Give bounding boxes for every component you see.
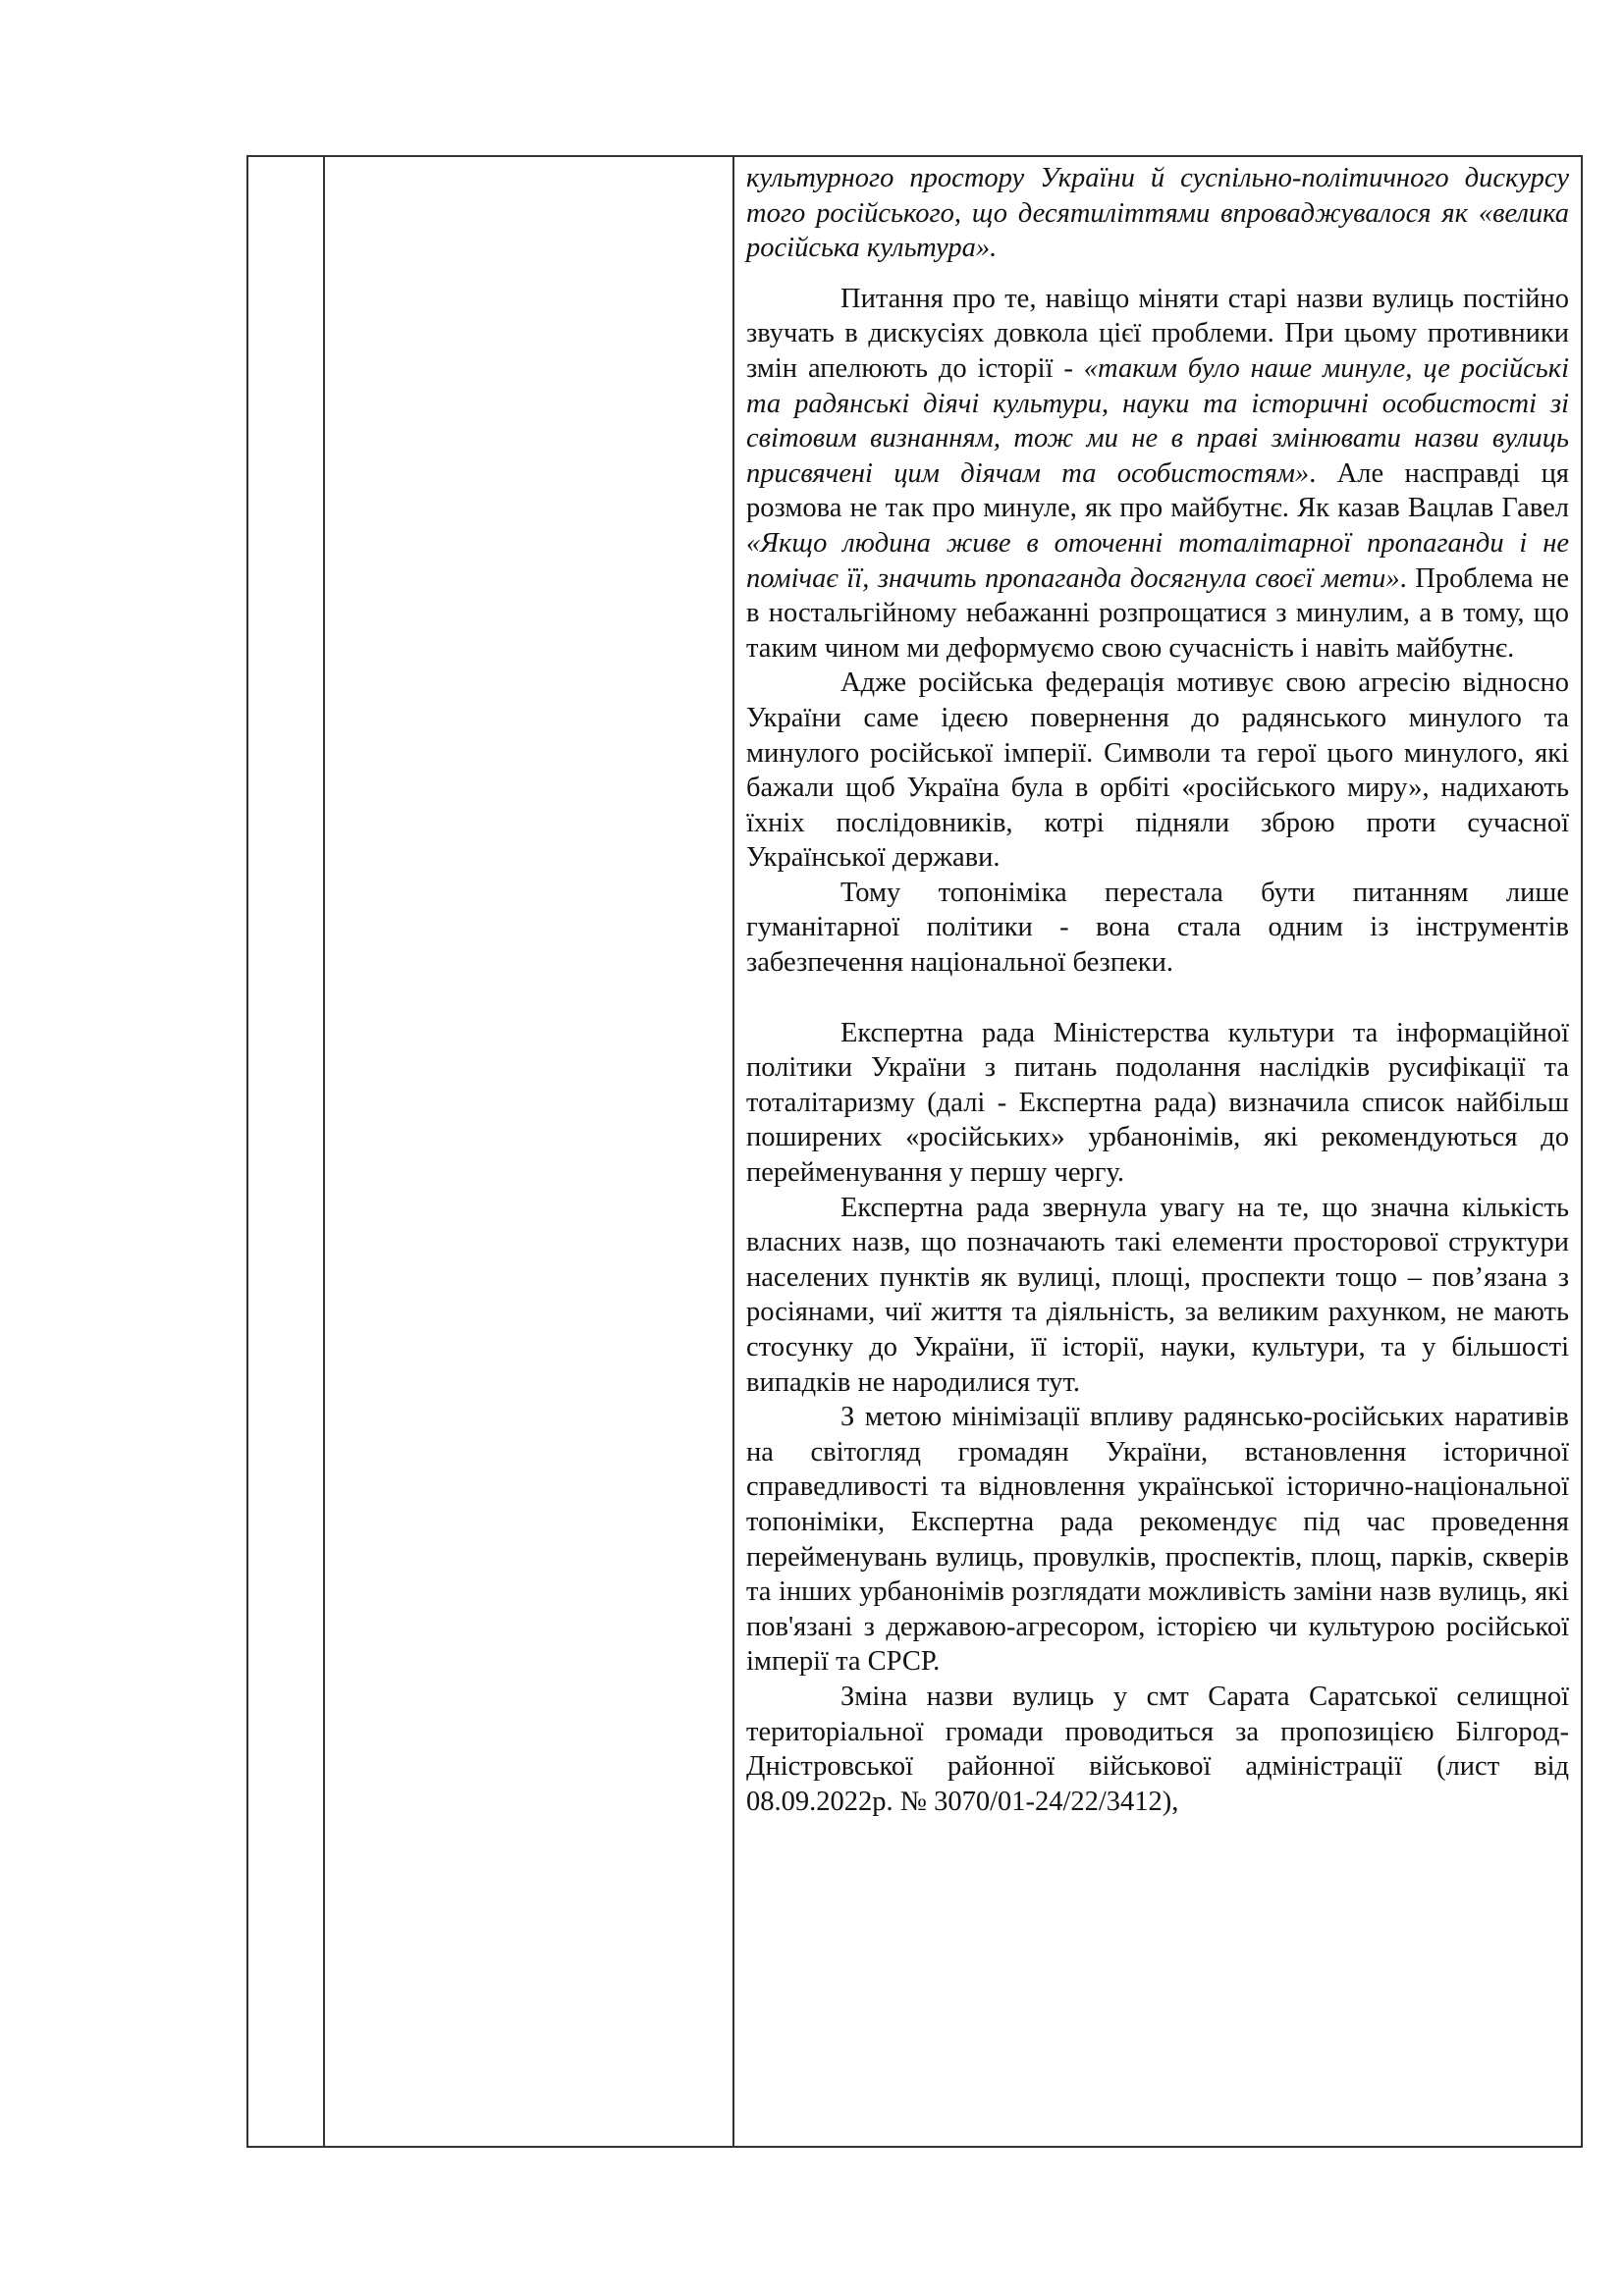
table-cell-content <box>734 157 1581 2146</box>
paragraph-expert-council: Експертна рада Міністерства культури та інформаційної політики України з питань подолання наслідків русифікації та тоталітаризму (далі - Експертна рада) визначила список найбільш поширених «російських» урбанонімів, які рекомендуються до перейменування у першу чергу. <box>746 1017 1569 1189</box>
paragraph-aggression: Адже російська федерація мотивує свою агресію відносно України саме ідеєю повернення до радянського минулого та минулого російської імперії. Символи та герої цього минулого, які бажали щоб Україна була в орбіті «російського миру», надихають їхніх послідовників, котрі підняли зброю проти сучасної Української держави. <box>746 667 1569 874</box>
paragraph-recommendation: З метою мінімізації впливу радянсько-російських наративів на світогляд громадян України, встановлення історичної справедливості та відновлення української історично-національної топоніміки, Експертна рада рекомендує під час проведення перейменувань вулиць, провулків, проспектів, площ, парків, скверів та інших урбанонімів розглядати можливість заміни назв вулиць, які пов'язані з державою-агресором, історією чи культурою російської імперії та СРСР. <box>746 1402 1569 1678</box>
text-span: . Проблема не в ностальгійному небажанні розпрощатися з минулим, а в тому, що таким чином ми деформуємо свою сучасність і навіть майбутнє. <box>746 562 1569 664</box>
intro-paragraph: культурного простору України й суспільно-політичного дискурсу того російського, що десятиліттями впроваджувалося як «велика російська культура». <box>746 163 1569 264</box>
document-table <box>246 155 1583 2148</box>
quote-havel: «Якщо людина живе в оточенні тоталітарної пропаганди і не помічає її, значить пропаганда досягнула своєї мети» <box>746 527 1569 594</box>
paragraph-proper-names: Експертна рада звернула увагу на те, що значна кількість власних назв, що позначають такі елементи просторової структури населених пунктів як вулиці, площі, проспекти тощо – пов’язана з росіянами, чиї життя та діяльність, за великим рахунком, не мають стосунку до України, її історії, науки, культури, та у більшості випадків не народилися тут. <box>746 1192 1569 1398</box>
text-span: Питання про те, навіщо міняти старі назви вулиць постійно звучать в дискусіях довкола цієї проблеми. При цьому противники змін апелюють до історії - <box>746 283 1569 384</box>
table-cell-title <box>325 157 734 2146</box>
paragraph-why-rename <box>746 282 1569 667</box>
paragraph-toponymy-security: Тому топоніміка перестала бути питанням лише гуманітарної політики - вона стала одним із інструментів забезпечення національної безпеки. <box>746 877 1569 979</box>
table-cell-number <box>248 157 325 2146</box>
paragraph-sarata-renaming: Зміна назви вулиць у смт Сарата Саратської селищної територіальної громади проводиться за пропозицією Білгород-Дністровської районної військової адміністрації (лист від 08.09.2022р. № 3070/01-24/22/3412), <box>746 1681 1569 1817</box>
quote-opponents: «таким було наше минуле, це російські та радянські діячі культури, науки та історичні особистості зі світовим визнанням, тож ми не в праві змінювати назви вулиць присвячені цим діячам та особистостям» <box>746 352 1569 489</box>
text-span: . Але насправді ця розмова не так про минуле, як про майбутнє. Як казав Вацлав Гавел <box>746 457 1570 524</box>
